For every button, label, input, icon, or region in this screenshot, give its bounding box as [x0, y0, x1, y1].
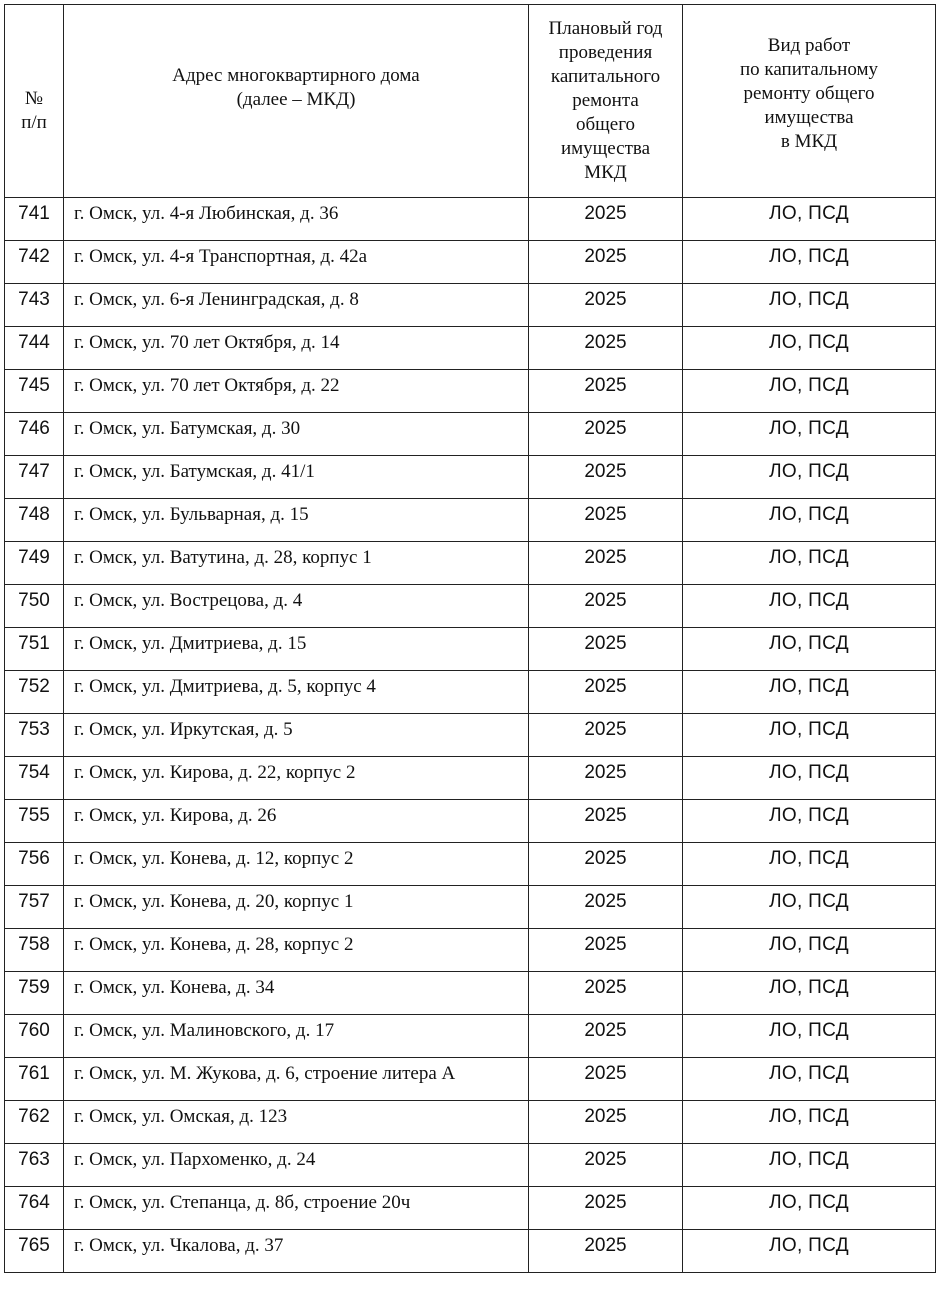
table-row: [5, 714, 936, 757]
row-works-cell: ЛО, ПСД: [683, 241, 936, 284]
row-address-cell: г. Омск, ул. Бульварная, д. 15: [64, 499, 529, 542]
row-address-cell: г. Омск, ул. Степанца, д. 8б, строение 20ч: [64, 1187, 529, 1230]
row-address-cell: г. Омск, ул. 4-я Транспортная, д. 42а: [64, 241, 529, 284]
row-number-cell: 758: [5, 929, 64, 972]
row-year-cell: 2025: [529, 198, 683, 241]
row-works-cell: ЛО, ПСД: [683, 198, 936, 241]
row-year-cell: 2025: [529, 327, 683, 370]
row-number-cell: 761: [5, 1058, 64, 1101]
row-works-cell: ЛО, ПСД: [683, 499, 936, 542]
row-address-cell: г. Омск, ул. Дмитриева, д. 15: [64, 628, 529, 671]
row-year-cell: 2025: [529, 929, 683, 972]
table-row: [5, 456, 936, 499]
row-address-cell: г. Омск, ул. Конева, д. 12, корпус 2: [64, 843, 529, 886]
row-number-cell: 744: [5, 327, 64, 370]
row-number-cell: 757: [5, 886, 64, 929]
table-row: [5, 370, 936, 413]
header-year-label: Плановый год проведения капитального ремонта общего имущества МКД: [548, 18, 663, 183]
row-works-cell: ЛО, ПСД: [683, 886, 936, 929]
row-number-cell: 749: [5, 542, 64, 585]
row-works-cell: ЛО, ПСД: [683, 1144, 936, 1187]
table-row: [5, 886, 936, 929]
row-year-cell: 2025: [529, 714, 683, 757]
row-number-cell: 765: [5, 1230, 64, 1273]
row-number-cell: 763: [5, 1144, 64, 1187]
row-number-cell: 746: [5, 413, 64, 456]
row-works-cell: ЛО, ПСД: [683, 1230, 936, 1273]
row-works-cell: ЛО, ПСД: [683, 714, 936, 757]
row-year-cell: 2025: [529, 542, 683, 585]
row-address-cell: г. Омск, ул. Батумская, д. 30: [64, 413, 529, 456]
row-number-cell: 741: [5, 198, 64, 241]
row-number-cell: 748: [5, 499, 64, 542]
row-year-cell: 2025: [529, 1187, 683, 1230]
row-number-cell: 753: [5, 714, 64, 757]
table-row: [5, 542, 936, 585]
table-row: [5, 929, 936, 972]
table-row: [5, 327, 936, 370]
table-row: [5, 972, 936, 1015]
row-address-cell: г. Омск, ул. Кирова, д. 22, корпус 2: [64, 757, 529, 800]
row-year-cell: 2025: [529, 370, 683, 413]
table-row: [5, 499, 936, 542]
row-address-cell: г. Омск, ул. 4-я Любинская, д. 36: [64, 198, 529, 241]
row-works-cell: ЛО, ПСД: [683, 456, 936, 499]
row-number-cell: 764: [5, 1187, 64, 1230]
row-address-cell: г. Омск, ул. Иркутская, д. 5: [64, 714, 529, 757]
row-year-cell: 2025: [529, 413, 683, 456]
row-works-cell: ЛО, ПСД: [683, 1187, 936, 1230]
table-row: [5, 413, 936, 456]
row-number-cell: 755: [5, 800, 64, 843]
row-works-cell: ЛО, ПСД: [683, 843, 936, 886]
table-row: [5, 585, 936, 628]
row-address-cell: г. Омск, ул. Пархоменко, д. 24: [64, 1144, 529, 1187]
row-address-cell: г. Омск, ул. 70 лет Октября, д. 14: [64, 327, 529, 370]
table-row: [5, 1144, 936, 1187]
row-year-cell: 2025: [529, 972, 683, 1015]
row-address-cell: г. Омск, ул. Омская, д. 123: [64, 1101, 529, 1144]
row-number-cell: 754: [5, 757, 64, 800]
table-row: [5, 1187, 936, 1230]
repair-plan-table: [4, 4, 936, 1273]
row-works-cell: ЛО, ПСД: [683, 671, 936, 714]
row-number-cell: 762: [5, 1101, 64, 1144]
row-works-cell: ЛО, ПСД: [683, 972, 936, 1015]
table-row: [5, 628, 936, 671]
table-row: [5, 1058, 936, 1101]
row-year-cell: 2025: [529, 585, 683, 628]
row-year-cell: 2025: [529, 843, 683, 886]
row-number-cell: 759: [5, 972, 64, 1015]
row-address-cell: г. Омск, ул. Кирова, д. 26: [64, 800, 529, 843]
table-row: [5, 800, 936, 843]
row-number-cell: 743: [5, 284, 64, 327]
row-works-cell: ЛО, ПСД: [683, 542, 936, 585]
row-year-cell: 2025: [529, 1144, 683, 1187]
row-address-cell: г. Омск, ул. Малиновского, д. 17: [64, 1015, 529, 1058]
table-row: [5, 843, 936, 886]
header-cell-number: [5, 5, 64, 198]
row-address-cell: г. Омск, ул. Конева, д. 34: [64, 972, 529, 1015]
header-cell-works: [683, 5, 936, 198]
header-cell-address: [64, 5, 529, 198]
row-address-cell: г. Омск, ул. 70 лет Октября, д. 22: [64, 370, 529, 413]
row-number-cell: 742: [5, 241, 64, 284]
table-row: [5, 671, 936, 714]
header-works-label: Вид работ по капитальному ремонту общего имущества в МКД: [740, 35, 878, 152]
row-year-cell: 2025: [529, 800, 683, 843]
row-works-cell: ЛО, ПСД: [683, 1058, 936, 1101]
row-year-cell: 2025: [529, 1015, 683, 1058]
row-address-cell: г. Омск, ул. Чкалова, д. 37: [64, 1230, 529, 1273]
row-number-cell: 751: [5, 628, 64, 671]
row-works-cell: ЛО, ПСД: [683, 284, 936, 327]
row-works-cell: ЛО, ПСД: [683, 413, 936, 456]
row-year-cell: 2025: [529, 1101, 683, 1144]
row-works-cell: ЛО, ПСД: [683, 1101, 936, 1144]
row-number-cell: 752: [5, 671, 64, 714]
table-row: [5, 1015, 936, 1058]
header-address-label: Адрес многоквартирного дома (далее – МКД): [172, 65, 420, 110]
row-address-cell: г. Омск, ул. Конева, д. 20, корпус 1: [64, 886, 529, 929]
table-header: [5, 5, 936, 198]
row-number-cell: 745: [5, 370, 64, 413]
row-address-cell: г. Омск, ул. 6-я Ленинградская, д. 8: [64, 284, 529, 327]
row-year-cell: 2025: [529, 886, 683, 929]
row-address-cell: г. Омск, ул. Батумская, д. 41/1: [64, 456, 529, 499]
row-year-cell: 2025: [529, 1230, 683, 1273]
row-works-cell: ЛО, ПСД: [683, 327, 936, 370]
row-number-cell: 756: [5, 843, 64, 886]
row-year-cell: 2025: [529, 628, 683, 671]
row-address-cell: г. Омск, ул. М. Жукова, д. 6, строение литера А: [64, 1058, 529, 1101]
row-works-cell: ЛО, ПСД: [683, 585, 936, 628]
row-address-cell: г. Омск, ул. Вострецова, д. 4: [64, 585, 529, 628]
row-number-cell: 750: [5, 585, 64, 628]
row-works-cell: ЛО, ПСД: [683, 370, 936, 413]
row-works-cell: ЛО, ПСД: [683, 929, 936, 972]
row-address-cell: г. Омск, ул. Ватутина, д. 28, корпус 1: [64, 542, 529, 585]
row-year-cell: 2025: [529, 456, 683, 499]
table-row: [5, 1101, 936, 1144]
table-row: [5, 1230, 936, 1273]
row-works-cell: ЛО, ПСД: [683, 628, 936, 671]
row-address-cell: г. Омск, ул. Дмитриева, д. 5, корпус 4: [64, 671, 529, 714]
row-year-cell: 2025: [529, 1058, 683, 1101]
table-row: [5, 757, 936, 800]
table-row: [5, 198, 936, 241]
row-number-cell: 760: [5, 1015, 64, 1058]
header-cell-year: [529, 5, 683, 198]
row-works-cell: ЛО, ПСД: [683, 1015, 936, 1058]
row-year-cell: 2025: [529, 241, 683, 284]
row-number-cell: 747: [5, 456, 64, 499]
row-works-cell: ЛО, ПСД: [683, 757, 936, 800]
table-body: [5, 198, 936, 1273]
header-row: [5, 5, 936, 198]
row-address-cell: г. Омск, ул. Конева, д. 28, корпус 2: [64, 929, 529, 972]
header-number-label: № п/п: [21, 88, 47, 133]
row-year-cell: 2025: [529, 499, 683, 542]
row-year-cell: 2025: [529, 284, 683, 327]
row-year-cell: 2025: [529, 757, 683, 800]
table-row: [5, 284, 936, 327]
table-row: [5, 241, 936, 284]
row-year-cell: 2025: [529, 671, 683, 714]
row-works-cell: ЛО, ПСД: [683, 800, 936, 843]
